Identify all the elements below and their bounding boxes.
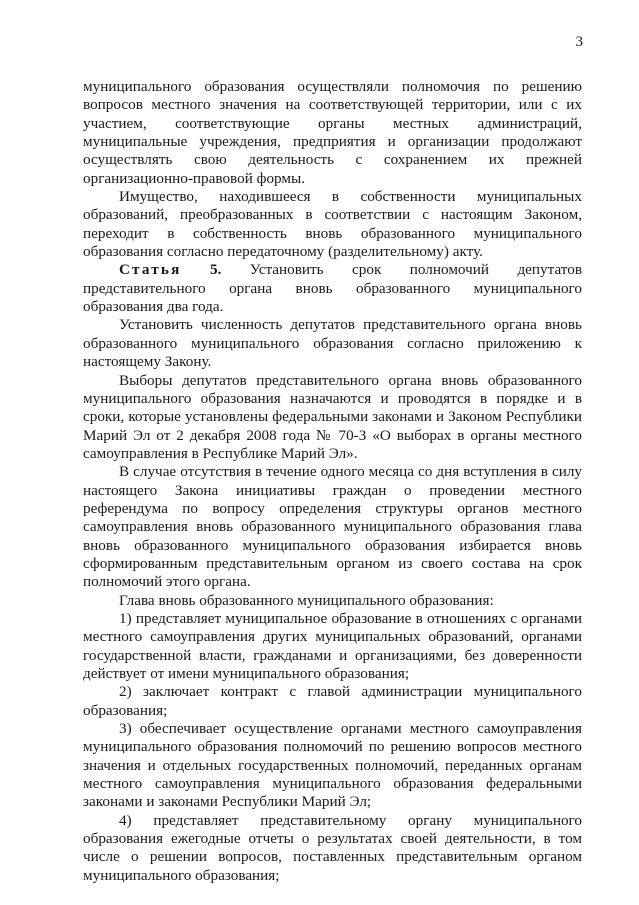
paragraph-elections: Выборы депутатов представительного органа вновь образованного муниципального образования назначаются и проводятся в порядке и в сроки, которые установлены федеральными законами и Законом Республики Марий Эл от 2 декабря 2008 года № 70-З «О выборах в органы местного самоуправления в Республике Марий Эл». bbox=[83, 371, 582, 462]
list-item-1: 1) представляет муниципальное образование в отношениях с органами местного самоуправления других муниципальных образований, органами государственной власти, гражданами и организациями, без доверенности действует от имени муниципального образования; bbox=[83, 609, 582, 682]
paragraph-referendum: В случае отсутствия в течение одного месяца со дня вступления в силу настоящего Закона инициативы граждан о проведении местного референдума по вопросу определения структуры органов местного самоуправления вновь образованного муниципального образования глава вновь образованного муниципального образования избирается вновь сформированным представительным органом из своего состава на срок полномочий этого органа. bbox=[83, 463, 582, 591]
document-body bbox=[83, 78, 582, 885]
list-item-2: 2) заключает контракт с главой администрации муниципального образования; bbox=[83, 683, 582, 719]
article-number: 5. bbox=[209, 261, 222, 279]
paragraph-continuation: муниципального образования осуществляли полномочия по решению вопросов местного значения на соответствующей территории, или с их участием, соответствующие органы местных администраций, муниципальные учреждения, предприятия и организации продолжают осуществлять свою деятельность с сохранением их прежней организационно-правовой формы. bbox=[83, 78, 582, 187]
paragraph-head-intro: Глава вновь образованного муниципального образования: bbox=[119, 591, 494, 609]
list-item-3: 3) обеспечивает осуществление органами местного самоуправления муниципального образования полномочий по решению вопросов местного значения и отдельных государственных полномочий, переданных органам местного самоуправления муниципального образования федеральными законами и законами Республики Марий Эл; bbox=[83, 720, 582, 811]
list-item-4: 4) представляет представительному органу муниципального образования ежегодные отчеты о результатах своей деятельности, в том числе о решении вопросов, поставленных представительным органом муниципального образования; bbox=[83, 811, 582, 884]
paragraph-deputies-count: Установить численность депутатов представительного органа вновь образованного муниципального образования согласно приложению к настоящему Закону. bbox=[83, 316, 582, 371]
article-label: Статья bbox=[119, 261, 182, 279]
paragraph-property: Имущество, находившееся в собственности муниципальных образований, преобразованных в соответствии с настоящим Законом, переходит в собственность вновь образованного муниципального образования согласно передаточному (разделительному) акту. bbox=[83, 188, 582, 261]
page-number: 3 bbox=[575, 34, 583, 50]
article-5-text: Установить срок полномочий депутатов представительного органа вновь образованного муниципального образования два года. bbox=[83, 261, 583, 316]
paragraph-article-5 bbox=[83, 261, 582, 316]
